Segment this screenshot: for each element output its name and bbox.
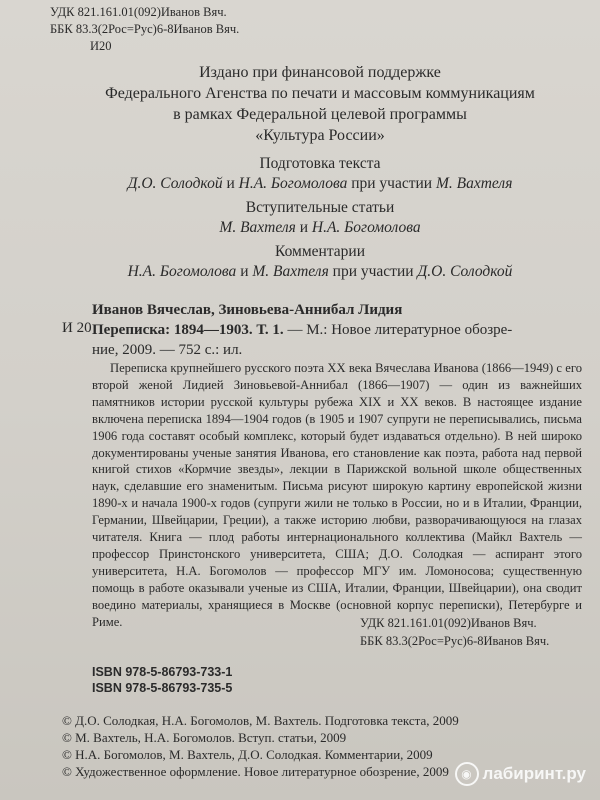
watermark-text: лабиринт.ру	[482, 764, 586, 783]
copyright-line: © М. Вахтель, Н.А. Богомолов. Вступ. статьи, 2009	[62, 730, 347, 745]
biblio-line3: ние, 2009. — 752 с.: ил.	[92, 342, 243, 358]
catalog-bbk: ББК 83.3(2Рос=Рус)6-8Иванов Вяч.	[50, 22, 240, 36]
funding-line: в рамках Федеральной целевой программы	[173, 106, 467, 123]
comments-names: Н.А. Богомолова и М. Вахтеля при участии Д.О. Солодкой	[127, 263, 513, 280]
funding-line: «Культура России»	[255, 127, 385, 144]
funding-notice	[60, 62, 580, 146]
biblio-title: Переписка: 1894—1903. Т. 1.	[92, 322, 284, 338]
biblio-title-line	[92, 320, 580, 340]
isbn-line: ISBN 978-5-86793-735-5	[92, 681, 233, 695]
biblio-publisher: — М.: Новое литературное обозре-	[283, 322, 513, 338]
biblio-authors: Иванов Вячеслав, Зиновьева-Аннибал Лидия	[92, 302, 403, 318]
comments-title: Комментарии	[275, 243, 365, 260]
watermark	[455, 762, 586, 786]
credits	[60, 154, 580, 282]
intro-names: М. Вахтеля и Н.А. Богомолова	[219, 219, 421, 236]
copyright-line: © Художественное оформление. Новое литературное обозрение, 2009	[62, 764, 449, 779]
intro-title: Вступительные статьи	[245, 199, 395, 216]
catalog-repeat	[360, 614, 549, 650]
copyright-line: © Д.О. Солодкая, Н.А. Богомолов, М. Вахтель. Подготовка текста, 2009	[62, 713, 459, 728]
isbn-block	[92, 664, 232, 696]
funding-line: Издано при финансовой поддержке	[199, 64, 441, 81]
catalog-udk: УДК 821.161.01(092)Иванов Вяч.	[50, 5, 227, 19]
biblio-index: И 20	[62, 320, 92, 336]
copyright-block	[62, 712, 459, 780]
bibliographic-record	[92, 300, 580, 360]
isbn-line: ISBN 978-5-86793-733-1	[92, 665, 233, 679]
labirint-logo-icon: ◉	[455, 762, 479, 786]
abstract	[92, 360, 582, 631]
catalog-repeat-bbk: ББК 83.3(2Рос=Рус)6-8Иванов Вяч.	[360, 634, 550, 648]
catalog-author-mark: И20	[90, 39, 112, 53]
abstract-text: Переписка крупнейшего русского поэта XX века Вячеслава Иванова (1866—1949) с его второй женой Лидией Зиновьевой-Аннибал (1866—1907) — один из важнейших памятников истории русской культуры рубежа XIX и XX веков. В настоящее издание включена переписка 1894—1904 годов (в 1905 и 1907 супруги не переписывались, письма 1906 года составят особый комплекс, который будет издаваться отдельно). В ней широко документированы ученые занятия Иванова, его становление как поэта, работа над первой книгой стихов «Кормчие звезды», лекции в Парижской вольной школе общественных наук, сделавшие его знаменитым. Письма рисуют широкую картину европейской жизни 1890-х и начала 1900-х годов (супруги жили не только в России, но и в Италии, Франции, Германии, Швейцарии, Греции), а также историю любви, разворачивающуюся на глазах читателя. Книга — плод работы интернационального коллектива (Майкл Вахтель — профессор Принстонского университета, США; Д.О. Солодкая — аспирант этого университета, Н.А. Богомолов — профессор МГУ им. Ломоносова; существенную помощь в работе оказывали ученые из США, Италии, Франции, Швейцарии), она сводит воедино материалы, хранящиеся в Москве (основной корпус переписки), Петербурге и Риме.	[92, 361, 582, 629]
text-prep-names: Д.О. Солодкой и Н.А. Богомолова при участии М. Вахтеля	[127, 175, 513, 192]
funding-line: Федерального Агенства по печати и массовым коммуникациям	[105, 85, 535, 102]
catalog-repeat-udk: УДК 821.161.01(092)Иванов Вяч.	[360, 616, 537, 630]
text-prep-title: Подготовка текста	[259, 155, 381, 172]
copyright-line: © Н.А. Богомолов, М. Вахтель, Д.О. Солодкая. Комментарии, 2009	[62, 747, 433, 762]
